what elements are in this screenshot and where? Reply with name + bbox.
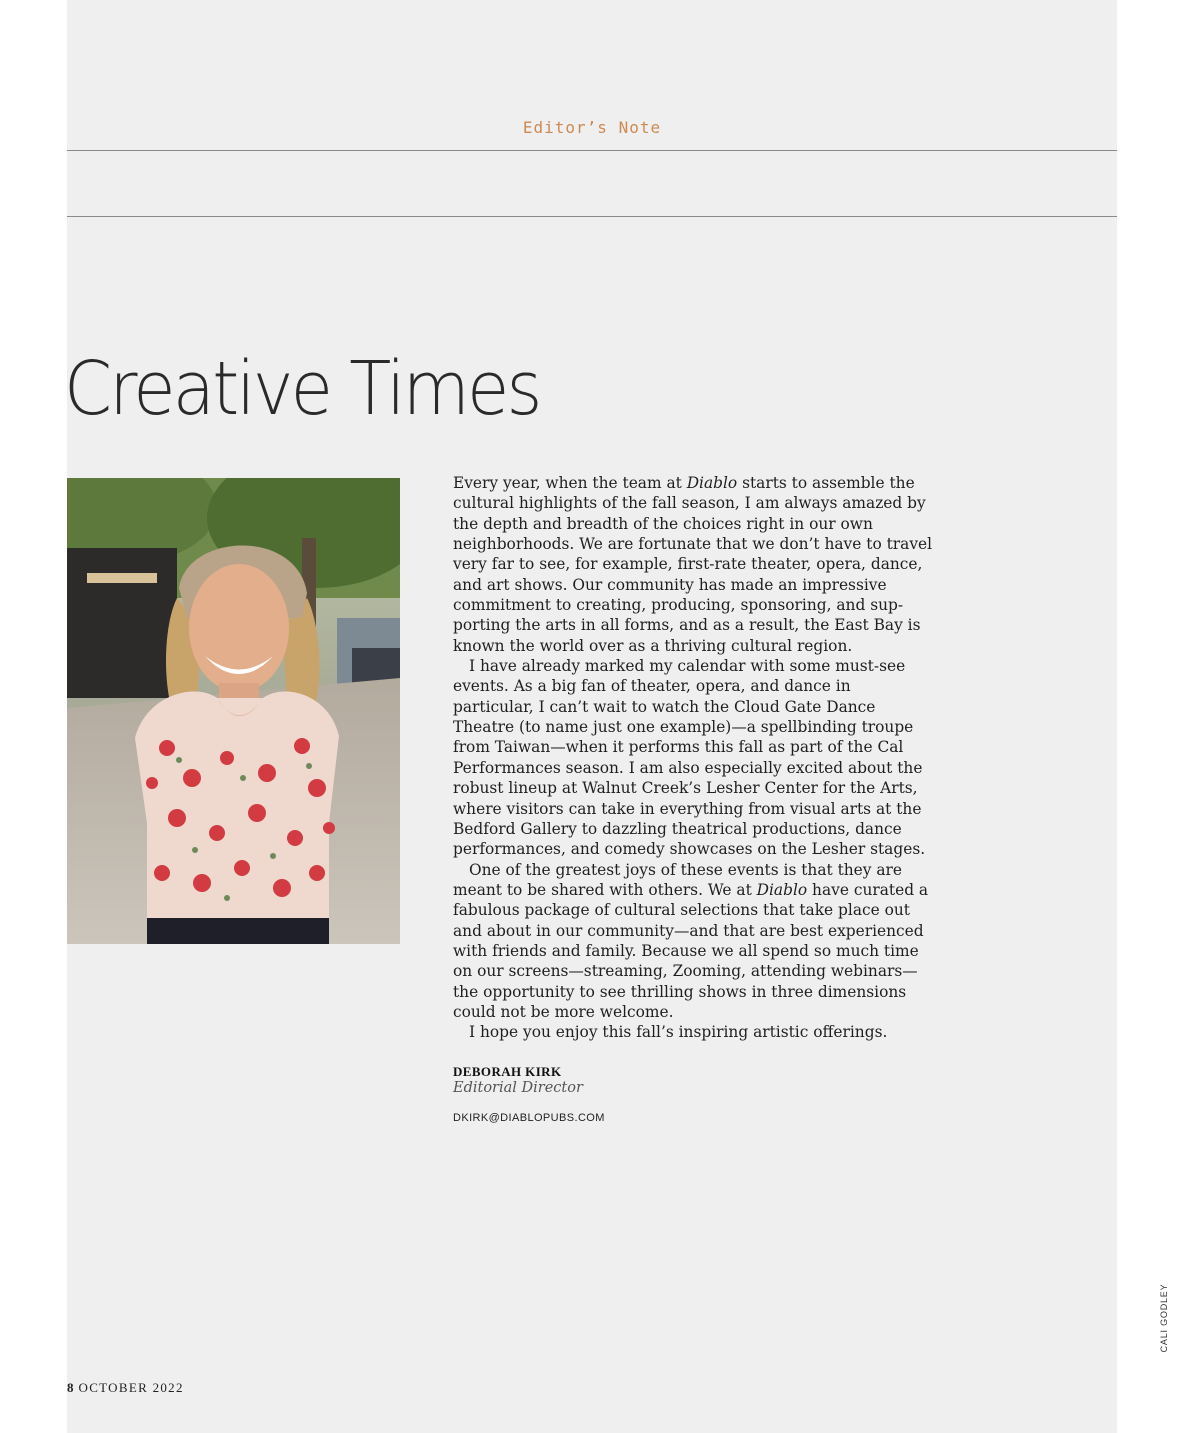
section-label: Editor’s Note — [522, 118, 662, 137]
paragraph-text: I have already marked my calendar with some must-see events. As a big fan of theater, opera, and dance in particular, I can’t wait to watch the Cloud Gate Dance Theatre (to name just one example)—a spellbinding troupe from Taiwan—when it performs this fall as part of the Cal Performances season. I am also especially excited about the robust lineup at Walnut Creek’s Lesher Center for the Arts, where visitors can take in everything from visual arts at the Bedford Gallery to dazzling theatrical productions, dance performances, and comedy showcases on the Lesher stages. — [453, 657, 926, 859]
issue-date: OCTOBER 2022 — [78, 1380, 184, 1395]
paragraph-text: One of the greatest joys of these events is that they are meant to be shared with others. We at — [453, 860, 903, 899]
article-paragraph — [453, 473, 933, 656]
author-email[interactable]: DKIRK@DIABLOPUBS.COM — [453, 1112, 605, 1124]
article-paragraph — [453, 1022, 933, 1042]
magazine-name: Diablo — [756, 880, 808, 899]
page-footer — [67, 1380, 184, 1396]
paragraph-text: I hope you enjoy this fall’s inspiring artistic offerings. — [469, 1023, 888, 1042]
photo-credit: CALI GODLEY — [1159, 1283, 1169, 1353]
top-divider — [67, 150, 1117, 151]
headline: Creative Times — [64, 346, 540, 432]
article-body — [453, 473, 933, 1043]
author-title: Editorial Director — [453, 1080, 583, 1096]
bottom-divider — [67, 216, 1117, 217]
editor-portrait — [67, 478, 400, 944]
article-paragraph — [453, 860, 933, 1023]
article-paragraph — [453, 656, 933, 859]
page-number: 8 — [67, 1380, 74, 1395]
magazine-name: Diablo — [686, 474, 738, 492]
paragraph-text: have curated a fabulous package of cultural selections that take place out and about in our community—and that are best experienced with friends and family. Because we all spend so much time on our screens—streaming, Zooming, attending webinars—the opportunity to see thrilling shows in three dimensions could not be more welcome. — [453, 880, 929, 1021]
paragraph-text: Every year, when the team at — [453, 474, 687, 492]
author-name: DEBORAH KIRK — [453, 1064, 562, 1079]
paragraph-text: starts to assemble the cultural highlights of the fall season, I am always amazed by the depth and breadth of the choices right in our own neighborhoods. We are fortunate that we don’t have to travel very far to see, for example, first-rate theater, opera, dance, and art shows. Our community has made an impressive commitment to creating, producing, sponsoring, and sup-porting the arts in all forms, and as a result, the East Bay is known the world over as a thriving cultural region. — [453, 474, 933, 655]
